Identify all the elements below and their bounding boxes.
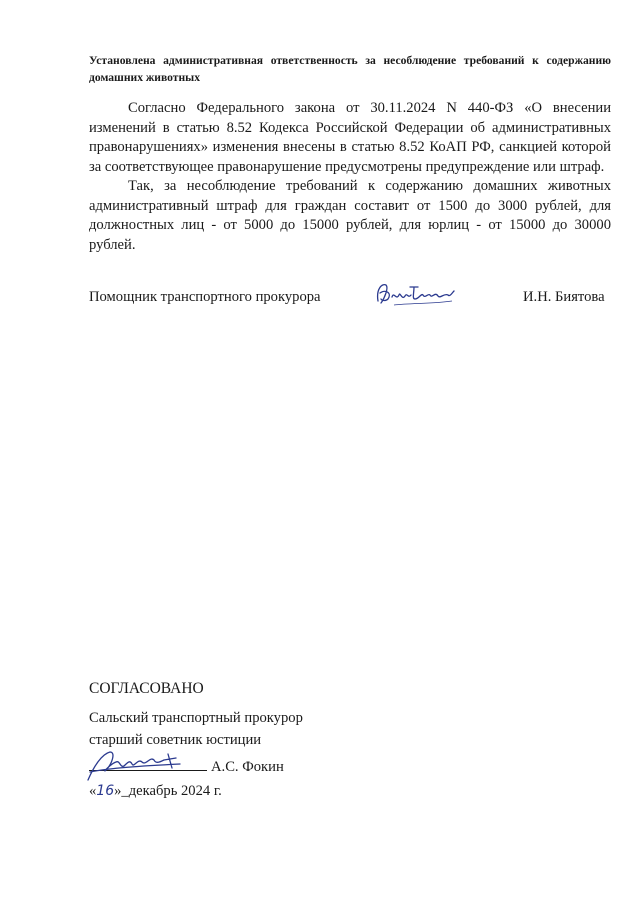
date-day: 16: [96, 783, 115, 799]
approval-name: А.С. Фокин: [211, 759, 284, 775]
document-heading: Установлена административная ответственность за несоблюдение требований к содержанию домашних животных: [89, 54, 611, 84]
date-open-quote: «: [89, 783, 97, 799]
date-rest: »_декабрь 2024 г.: [114, 783, 222, 799]
approval-rank: старший советник юстиции: [89, 732, 262, 748]
document-body: [89, 99, 611, 255]
signature-2: [80, 746, 210, 786]
approval-organization: Сальский транспортный прокурор: [89, 710, 303, 726]
paragraph-1: Согласно Федерального закона от 30.11.2024 N 440-ФЗ «О внесении изменений в статью 8.52 Кодекса Российской Федерации об административных правонарушениях» изменения внесены в статью 8.52 КоАП РФ, санкцией которой за соответствующее правонарушение предусмотрены предупреждение или штраф.: [89, 100, 611, 175]
signer-title: Помощник транспортного прокурора: [89, 289, 321, 305]
approval-heading: СОГЛАСОВАНО: [89, 680, 204, 697]
paragraph-2: Так, за несоблюдение требований к содержанию домашних животных административный штраф для граждан составит от 1500 до 3000 рублей, для должностных лиц - от 5000 до 15000 рублей, для юрлиц - от 15000 до 30000 рублей.: [89, 178, 611, 253]
signer-name: И.Н. Биятова: [523, 289, 605, 305]
signature-1: [372, 279, 458, 311]
